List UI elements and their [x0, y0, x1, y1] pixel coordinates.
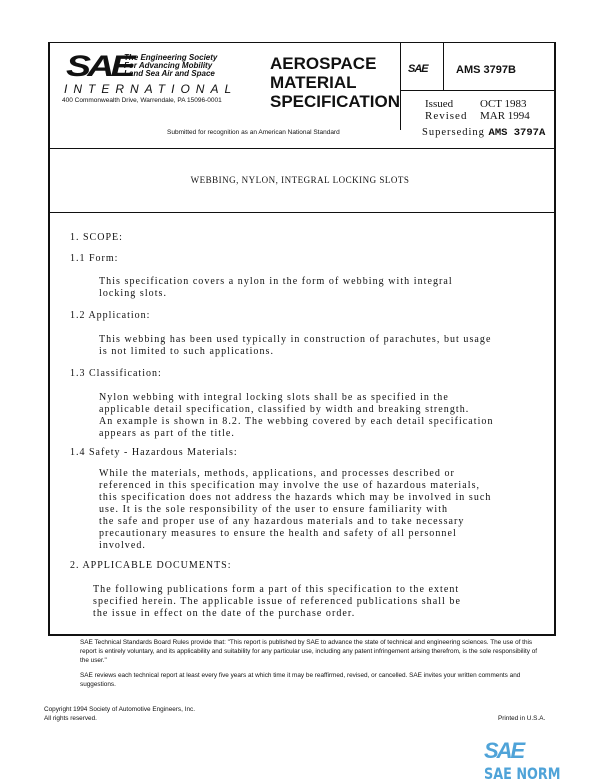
- section-text: While the materials, methods, applications, and processes described or referenced in this specification may involve the use of hazardous materials, this specification does not address the hazards which may be involved in such use. It is the sole responsibility of the user to ensure familiarity with the safe and proper use of any hazardous materials and to take necessary precautionary measures to ensure the health and safety of all personnel involved.: [99, 468, 492, 551]
- title-line: SPECIFICATION: [270, 92, 401, 111]
- sae-small-logo: SAE: [408, 63, 428, 75]
- address: 400 Commonwealth Drive, Warrendale, PA 15096-0001: [62, 97, 222, 104]
- section-text: This specification covers a nylon in the form of webbing with integral locking slots.: [99, 276, 453, 299]
- copyright: [44, 705, 195, 723]
- divider: [48, 148, 556, 149]
- section-text: The following publications form a part of this specification to the extent specified herein. The applicable issue of referenced publications shall be the issue in effect on the date of the purchase order.: [93, 584, 461, 619]
- superseding-doc: AMS 3797A: [488, 127, 546, 139]
- copyright-line: Copyright 1994 Society of Automotive Engineers, Inc.: [44, 706, 195, 713]
- spec-type-title: [270, 54, 400, 111]
- section-text: This webbing has been used typically in construction of parachutes, but usage is not limited to such applications.: [99, 334, 492, 357]
- section-heading: 1.2 Application:: [70, 310, 151, 321]
- copyright-line: All rights reserved.: [44, 715, 97, 722]
- title-line: MATERIAL: [270, 73, 357, 92]
- divider: [400, 42, 401, 130]
- rules-note: SAE Technical Standards Board Rules provide that: "This report is published by SAE to advance the state of technical and engineering sciences. The use of this report is entirely voluntary, and its applicability and suitability for any particular use, including any patent infringement arising therefrom, is the sole responsibility of the user.": [80, 639, 538, 664]
- title-line: AEROSPACE: [270, 54, 377, 73]
- document-number: AMS 3797B: [456, 64, 516, 76]
- submitted-note: Submitted for recognition as an American National Standard: [167, 129, 340, 136]
- sae-norm-watermark: [484, 738, 600, 784]
- section-heading: 1. SCOPE:: [70, 232, 123, 243]
- tagline-line: For Advancing Mobility: [124, 61, 213, 70]
- watermark-text: SAE NORM: [484, 764, 561, 783]
- document-title: WEBBING, NYLON, INTEGRAL LOCKING SLOTS: [190, 175, 410, 185]
- section-heading: 1.3 Classification:: [70, 368, 162, 379]
- review-note: SAE reviews each technical report at least every five years at which time it may be reaffirmed, revised, or cancelled. SAE invites your written comments and suggestions.: [80, 672, 521, 688]
- international-label: INTERNATIONAL: [64, 82, 238, 96]
- tagline-line: The Engineering Society: [124, 53, 218, 62]
- divider: [443, 42, 444, 90]
- superseding-label: Superseding: [422, 127, 485, 138]
- divider: [400, 90, 556, 91]
- divider: [48, 212, 556, 213]
- issued-label: Issued: [425, 98, 454, 110]
- printed-in: Printed in U.S.A.: [498, 715, 546, 722]
- issued-date: OCT 1983: [480, 98, 527, 110]
- sae-logo: SAE: [66, 50, 132, 83]
- section-heading: 1.1 Form:: [70, 253, 119, 264]
- revised-date: MAR 1994: [480, 110, 530, 122]
- tagline-line: Land Sea Air and Space: [124, 69, 215, 78]
- section-heading: 1.4 Safety - Hazardous Materials:: [70, 447, 238, 458]
- revised-label: Revised: [425, 110, 468, 122]
- superseding: [422, 127, 545, 139]
- section-heading: 2. APPLICABLE DOCUMENTS:: [70, 560, 232, 571]
- society-tagline: [124, 54, 217, 78]
- watermark-logo: SAE: [484, 738, 524, 763]
- section-text: Nylon webbing with integral locking slots shall be as specified in the applicable detail specification, classified by width and breaking strength. An example is shown in 8.2. The webbing covered by each detail specification appears as part of the title.: [99, 392, 494, 439]
